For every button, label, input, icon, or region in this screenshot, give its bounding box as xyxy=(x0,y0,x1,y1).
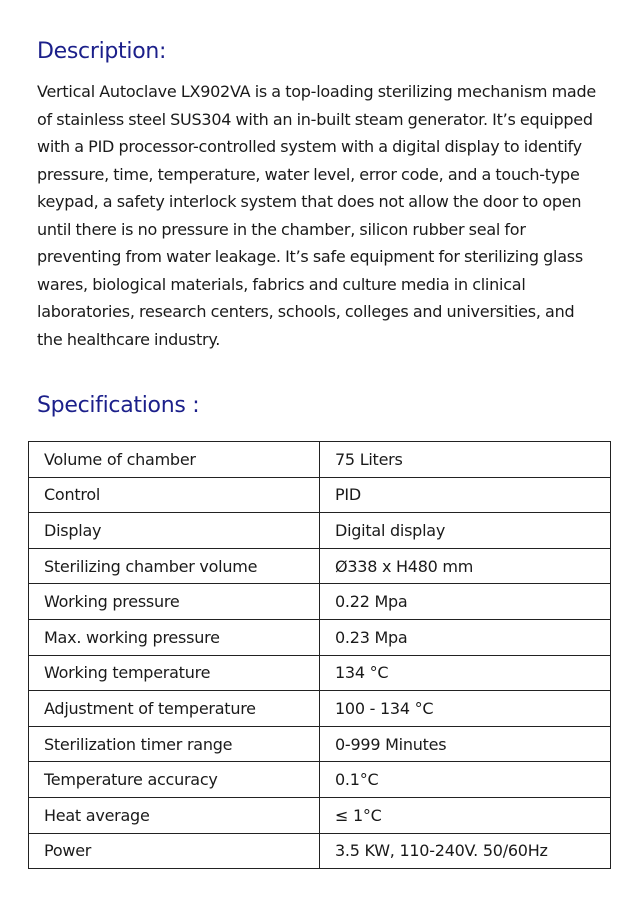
table-row xyxy=(29,442,611,478)
spec-value: PID xyxy=(320,477,611,513)
table-row xyxy=(29,584,611,620)
table-row xyxy=(29,833,611,869)
table-row xyxy=(29,797,611,833)
spec-label: Display xyxy=(29,513,320,549)
table-row xyxy=(29,477,611,513)
description-paragraph: Vertical Autoclave LX902VA is a top-loading sterilizing mechanism made of stainless steel SUS304 with an in-built steam generator. It’s equipped with a PID processor-controlled system with a digital display to identify pressure, time, temperature, water level, error code, and a touch-type keypad, a safety interlock system that does not allow the door to open until there is no pressure in the chamber, silicon rubber seal for preventing from water leakage. It’s safe equipment for sterilizing glass wares, biological materials, fabrics and culture media in clinical laboratories, research centers, schools, colleges and universities, and the healthcare industry. xyxy=(37,82,596,349)
spec-value: 75 Liters xyxy=(320,442,611,478)
spec-label: Power xyxy=(29,833,320,869)
specifications-heading: Specifications : xyxy=(37,393,200,418)
spec-value: 0.23 Mpa xyxy=(320,619,611,655)
table-row xyxy=(29,691,611,727)
spec-label: Working pressure xyxy=(29,584,320,620)
spec-value: 3.5 KW, 110-240V. 50/60Hz xyxy=(320,833,611,869)
spec-label: Temperature accuracy xyxy=(29,762,320,798)
description-heading: Description: xyxy=(37,39,167,64)
spec-value: 0.22 Mpa xyxy=(320,584,611,620)
spec-value: 0.1°C xyxy=(320,762,611,798)
spec-label: Working temperature xyxy=(29,655,320,691)
specifications-table xyxy=(28,441,611,869)
spec-value: ≤ 1°C xyxy=(320,797,611,833)
spec-label: Heat average xyxy=(29,797,320,833)
table-row xyxy=(29,655,611,691)
spec-label: Sterilization timer range xyxy=(29,726,320,762)
spec-label: Volume of chamber xyxy=(29,442,320,478)
table-row xyxy=(29,548,611,584)
spec-value: 134 °C xyxy=(320,655,611,691)
spec-label: Max. working pressure xyxy=(29,619,320,655)
spec-label: Adjustment of temperature xyxy=(29,691,320,727)
spec-label: Sterilizing chamber volume xyxy=(29,548,320,584)
table-row xyxy=(29,513,611,549)
spec-value: Ø338 x H480 mm xyxy=(320,548,611,584)
spec-value: Digital display xyxy=(320,513,611,549)
table-row xyxy=(29,762,611,798)
table-row xyxy=(29,726,611,762)
spec-value: 0-999 Minutes xyxy=(320,726,611,762)
spec-label: Control xyxy=(29,477,320,513)
spec-value: 100 - 134 °C xyxy=(320,691,611,727)
table-row xyxy=(29,619,611,655)
